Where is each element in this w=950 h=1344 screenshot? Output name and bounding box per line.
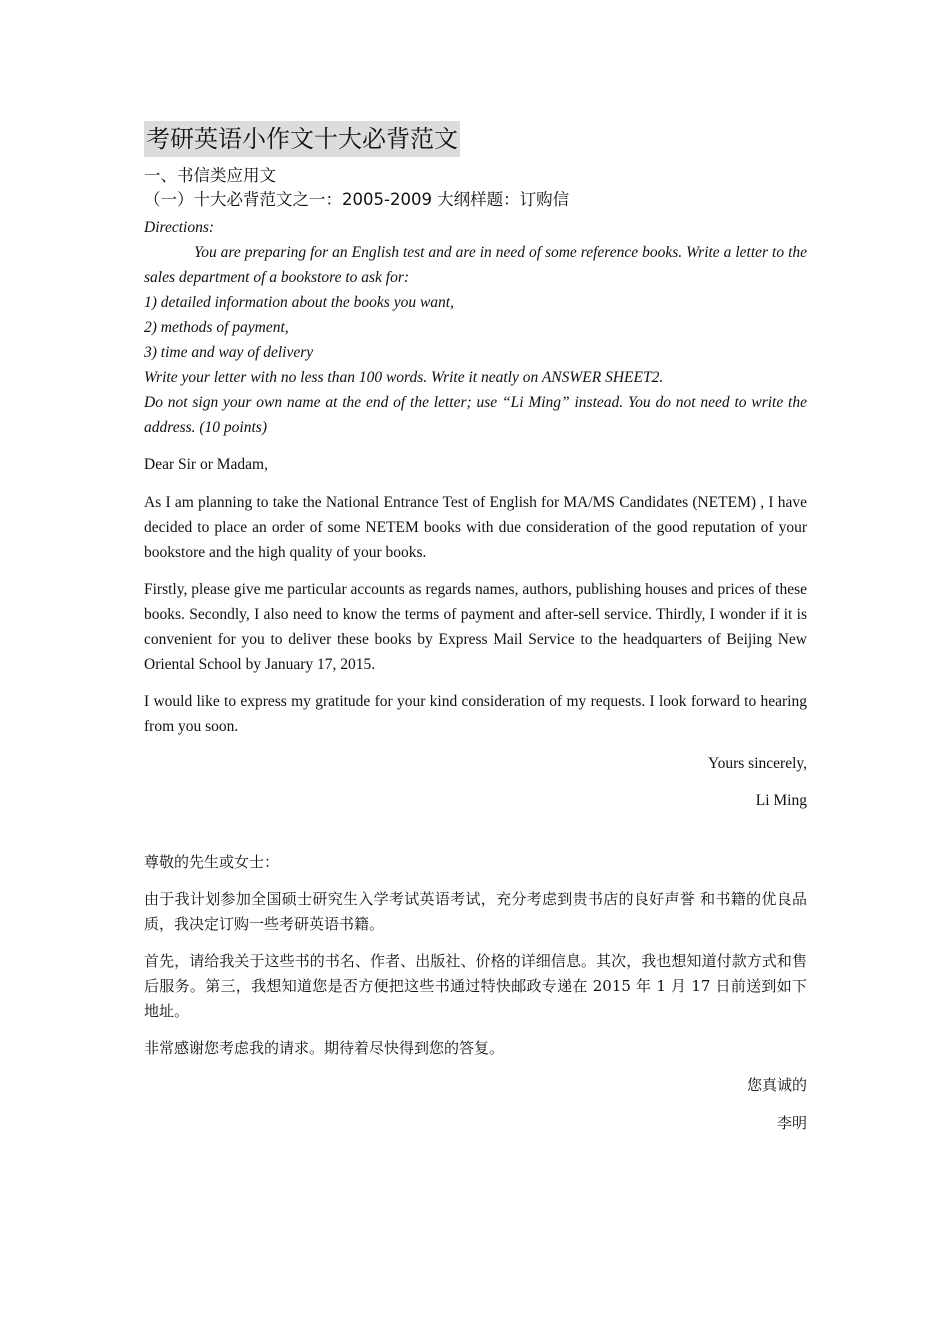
directions-item-3: 3) time and way of delivery [144,344,314,361]
sub-heading: （一）十大必背范文之一：2005-2009 大纲样题：订购信 [144,190,570,209]
cn-salutation: 尊敬的先生或女士： [144,853,280,871]
cn-paragraph-2: 首先，请给我关于这些书的书名、作者、出版社、价格的详细信息。其次，我也想知道付款方式和售后服务。第三，我想知道您是否方便把这些书通过特快邮政专递在 2015 年 1 月 17 日前送到如下地址。 [144,952,807,1020]
cn-paragraph-3: 非常感谢您考虑我的请求。期待着尽快得到您的答复。 [144,1039,505,1057]
directions-instruction-2: Do not sign your own name at the end of the letter; use “Li Ming” instead. You do not need to write the address. (10 points) [144,394,807,436]
letter-paragraph-3: I would like to express my gratitude for your kind consideration of my requests. I look forward to hearing from you soon. [144,693,807,735]
letter-paragraph-2: Firstly, please give me particular accounts as regards names, authors, publishing houses and prices of these books. Secondly, I also need to know the terms of payment and after-sell service. Thirdly, I wonder if it is convenient for you to deliver these books by Express Mail Service to the headquarters of Beijing New Oriental School by January 17, 2015. [144,581,807,673]
directions-intro: You are preparing for an English test and are in need of some reference books. Write a letter to the sales department of a bookstore to ask for: [144,244,807,286]
cn-signature: 李明 [776,1114,807,1132]
document-title: 考研英语小作文十大必背范文 [144,121,460,157]
cn-paragraph-1: 由于我计划参加全国硕士研究生入学考试英语考试，充分考虑到贵书店的良好声誉 和书籍的优良品质，我决定订购一些考研英语书籍。 [144,890,807,933]
letter-closing: Yours sincerely, [707,755,807,772]
directions-item-1: 1) detailed information about the books you want, [144,294,454,311]
letter-paragraph-1: As I am planning to take the National Entrance Test of English for MA/MS Candidates (NETEM) , I have decided to place an order of some NETEM books with due consideration of the good reputation of your bookstore and the high quality of your books. [144,494,807,561]
letter-signature: Li Ming [755,792,807,809]
directions-instruction-1: Write your letter with no less than 100 words. Write it neatly on ANSWER SHEET2. [144,369,664,386]
letter-salutation: Dear Sir or Madam, [144,456,268,473]
directions-label: Directions: [144,219,215,236]
directions-item-2: 2) methods of payment, [144,319,289,336]
section-heading: 一、书信类应用文 [144,166,276,185]
cn-closing: 您真诚的 [746,1076,807,1094]
